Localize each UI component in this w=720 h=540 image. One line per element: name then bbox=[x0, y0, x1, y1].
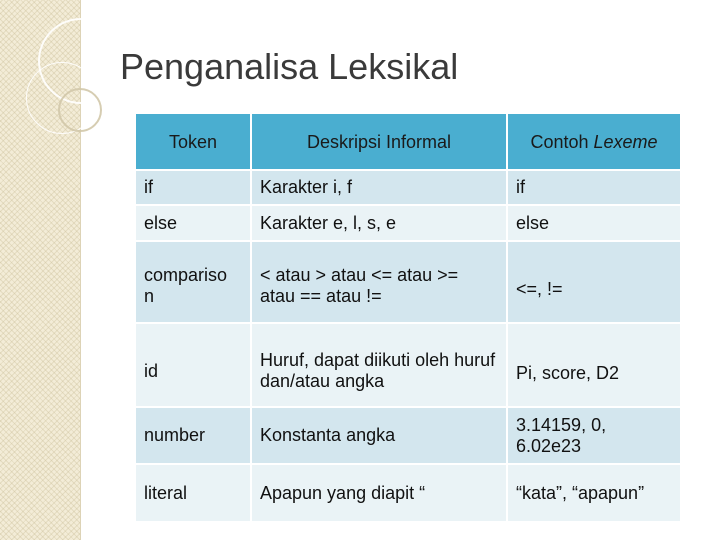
cell-token bbox=[136, 241, 251, 323]
cell-description: Konstanta angka bbox=[251, 407, 507, 464]
cell-description: Apapun yang diapit “ bbox=[251, 464, 507, 521]
cell-token-text: id bbox=[144, 360, 159, 381]
header-example-italic: Lexeme bbox=[593, 132, 658, 152]
table-header-row bbox=[136, 114, 680, 170]
table-row bbox=[136, 205, 680, 241]
header-token: Token bbox=[136, 114, 251, 170]
cell-example bbox=[507, 323, 680, 407]
cell-token: else bbox=[136, 205, 251, 241]
cell-example: “kata”, “apapun” bbox=[507, 464, 680, 521]
cell-description bbox=[251, 323, 507, 407]
header-example-prefix: Contoh bbox=[530, 132, 594, 152]
table-row bbox=[136, 241, 680, 323]
cell-example-text: <=, != bbox=[516, 278, 563, 299]
cell-example: else bbox=[507, 205, 680, 241]
cell-description: Karakter i, f bbox=[251, 170, 507, 205]
lexeme-table bbox=[136, 114, 680, 521]
table-row bbox=[136, 464, 680, 521]
slide-title: Penganalisa Leksikal bbox=[120, 46, 459, 87]
cell-token: if bbox=[136, 170, 251, 205]
table-row bbox=[136, 170, 680, 205]
cell-token bbox=[136, 323, 251, 407]
cell-token: literal bbox=[136, 464, 251, 521]
cell-token-text: compariso n bbox=[144, 265, 228, 306]
table-row bbox=[136, 323, 680, 407]
cell-description-text: < atau > atau <= atau >= atau == atau != bbox=[260, 265, 459, 306]
cell-example bbox=[507, 241, 680, 323]
cell-description bbox=[251, 241, 507, 323]
header-example bbox=[507, 114, 680, 170]
header-description: Deskripsi Informal bbox=[251, 114, 507, 170]
cell-token: number bbox=[136, 407, 251, 464]
table-row bbox=[136, 407, 680, 464]
cell-description-text: Huruf, dapat diikuti oleh huruf dan/atau angka bbox=[260, 350, 496, 391]
cell-description: Karakter e, l, s, e bbox=[251, 205, 507, 241]
cell-example: 3.14159, 0, 6.02e23 bbox=[507, 407, 680, 464]
cell-example-text: Pi, score, D2 bbox=[516, 362, 620, 383]
cell-example: if bbox=[507, 170, 680, 205]
decorative-circle bbox=[58, 88, 102, 132]
